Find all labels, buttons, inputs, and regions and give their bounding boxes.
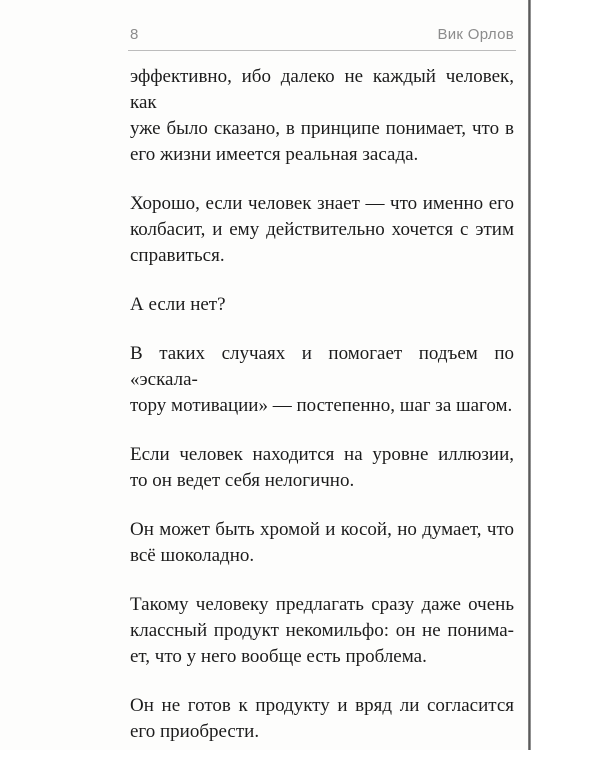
text-line: его приобрести.: [130, 721, 260, 742]
text-line: Хорошо, если человек знает — что именно его: [130, 193, 514, 214]
running-header: [130, 26, 514, 46]
text-line: Он может быть хромой и косой, но думает, что: [130, 519, 514, 540]
text-line: классный продукт некомильфо: он не понима-: [130, 620, 514, 641]
text-line: Такому человеку предлагать сразу даже очень: [130, 594, 514, 615]
text-line: уже было сказано, в принципе понимает, что в: [130, 118, 514, 139]
paragraph: [130, 292, 514, 318]
text-line: тору мотивации» — постепенно, шаг за шагом.: [130, 395, 513, 416]
paragraph: [130, 592, 514, 670]
text-line: всё шоколадно.: [130, 545, 255, 566]
text-line: А если нет?: [130, 294, 226, 315]
paragraph: [130, 341, 514, 419]
text-line: Если человек находится на уровне иллюзии,: [130, 444, 514, 465]
running-header-author: Вик Орлов: [437, 26, 514, 43]
body-text: [130, 64, 514, 768]
header-divider: [128, 50, 516, 51]
paragraph: [130, 693, 514, 745]
paragraph: [130, 442, 514, 494]
paragraph: [130, 64, 514, 168]
text-line: его жизни имеется реальная засада.: [130, 144, 419, 165]
text-line: справиться.: [130, 245, 225, 266]
paragraph: [130, 517, 514, 569]
text-line: В таких случаях и помогает подъем по «эскала-: [130, 343, 514, 390]
text-line: ет, что у него вообще есть проблема.: [130, 646, 427, 667]
page-number: 8: [130, 26, 139, 43]
paragraph: [130, 191, 514, 269]
scan-margin: [531, 0, 600, 750]
text-line: колбасит, и ему действительно хочется с этим: [130, 219, 514, 240]
text-line: то он ведет себя нелогично.: [130, 470, 355, 491]
text-line: Он не готов к продукту и вряд ли согласится: [130, 695, 514, 716]
text-line: эффективно, ибо далеко не каждый человек, как: [130, 66, 514, 113]
